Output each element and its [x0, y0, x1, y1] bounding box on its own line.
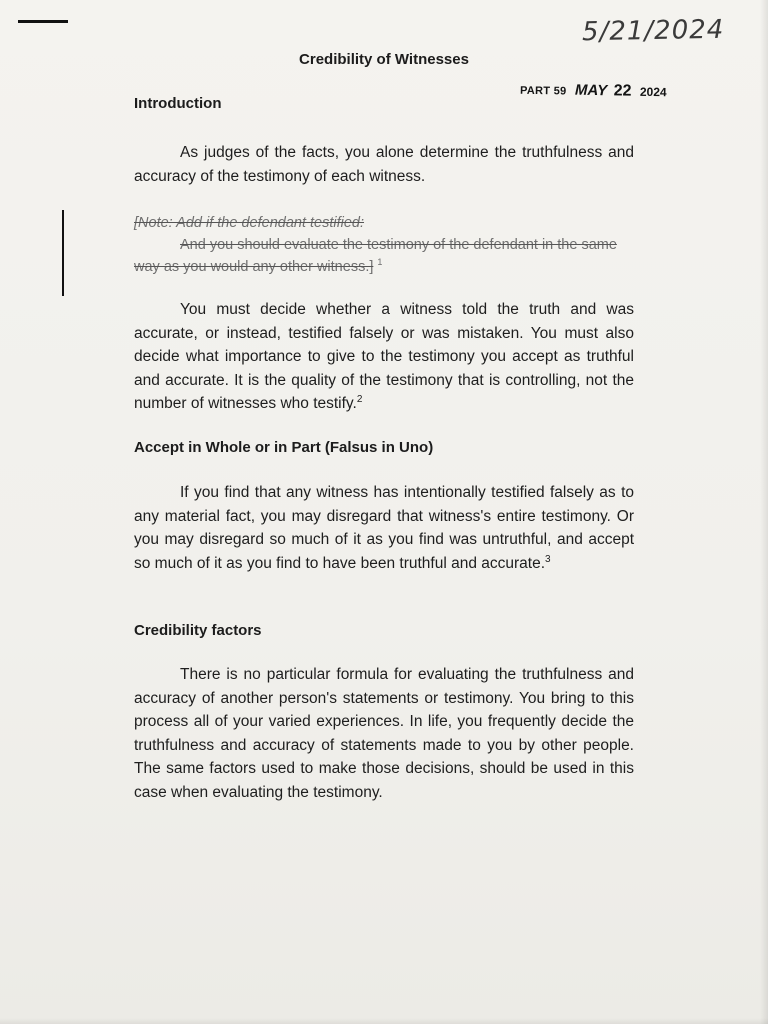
document-title: Credibility of Witnesses — [299, 51, 469, 68]
page-bottom-shadow — [0, 1018, 768, 1024]
page-edge-shadow — [760, 0, 768, 1024]
stamp-day: 22 — [613, 82, 632, 100]
footnote-ref-3: 3 — [545, 553, 551, 565]
pen-dash-mark — [18, 20, 68, 23]
stamp-part: PART 59 — [519, 84, 567, 98]
margin-bar-mark — [62, 210, 64, 296]
defendant-note — [134, 212, 634, 278]
note-line-1 — [134, 212, 634, 234]
accept-paragraph-text: If you find that any witness has intentionally testified falsely as to any material fact, you may disregard that witness's entire testimony. Or you may disregard so much of it as you find was untruthful, and accept so much of it as you find to have been truthful and accurate. — [134, 484, 634, 572]
stamp-month: MAY — [574, 81, 608, 100]
note-footnote-ref: 1 — [377, 257, 383, 268]
intro-paragraph-2 — [134, 298, 634, 416]
part-date-stamp — [520, 81, 667, 102]
intro-paragraph-1-text: As judges of the facts, you alone determine the truthfulness and accuracy of the testimony of each witness. — [134, 144, 634, 185]
note-line-1-text: [Note: Add if the defendant testified: — [134, 215, 365, 231]
heading-accept-whole-or-part: Accept in Whole or in Part (Falsus in Uno) — [134, 439, 434, 456]
accept-paragraph — [134, 481, 634, 575]
note-line-2-text: And you should evaluate the testimony of the defendant in the same way as you would any other witness.] — [134, 237, 617, 275]
heading-introduction: Introduction — [134, 95, 222, 112]
intro-paragraph-1 — [134, 141, 634, 188]
factors-paragraph — [134, 663, 634, 804]
stamp-year: 2024 — [639, 84, 667, 100]
footnote-ref-2: 2 — [356, 393, 363, 405]
heading-credibility-factors: Credibility factors — [134, 622, 262, 639]
factors-paragraph-text: There is no particular formula for evaluating the truthfulness and accuracy of another person's statements or testimony. You bring to this process all of your varied experiences. In life, you frequently decide the truthfulness and accuracy of statements made to you by other people. The same factors used to make those decisions, should be used in this case when evaluating the testimony. — [134, 666, 634, 801]
handwritten-date: 5/21/2024 — [581, 14, 725, 48]
note-line-2 — [134, 234, 634, 278]
intro-paragraph-2-text: You must decide whether a witness told the truth and was accurate, or instead, testified falsely or was mistaken. You must also decide what importance to give to the testimony you accept as truthful and accurate. It is the quality of the testimony that is controlling, not the number of witnesses who testify. — [134, 301, 634, 412]
